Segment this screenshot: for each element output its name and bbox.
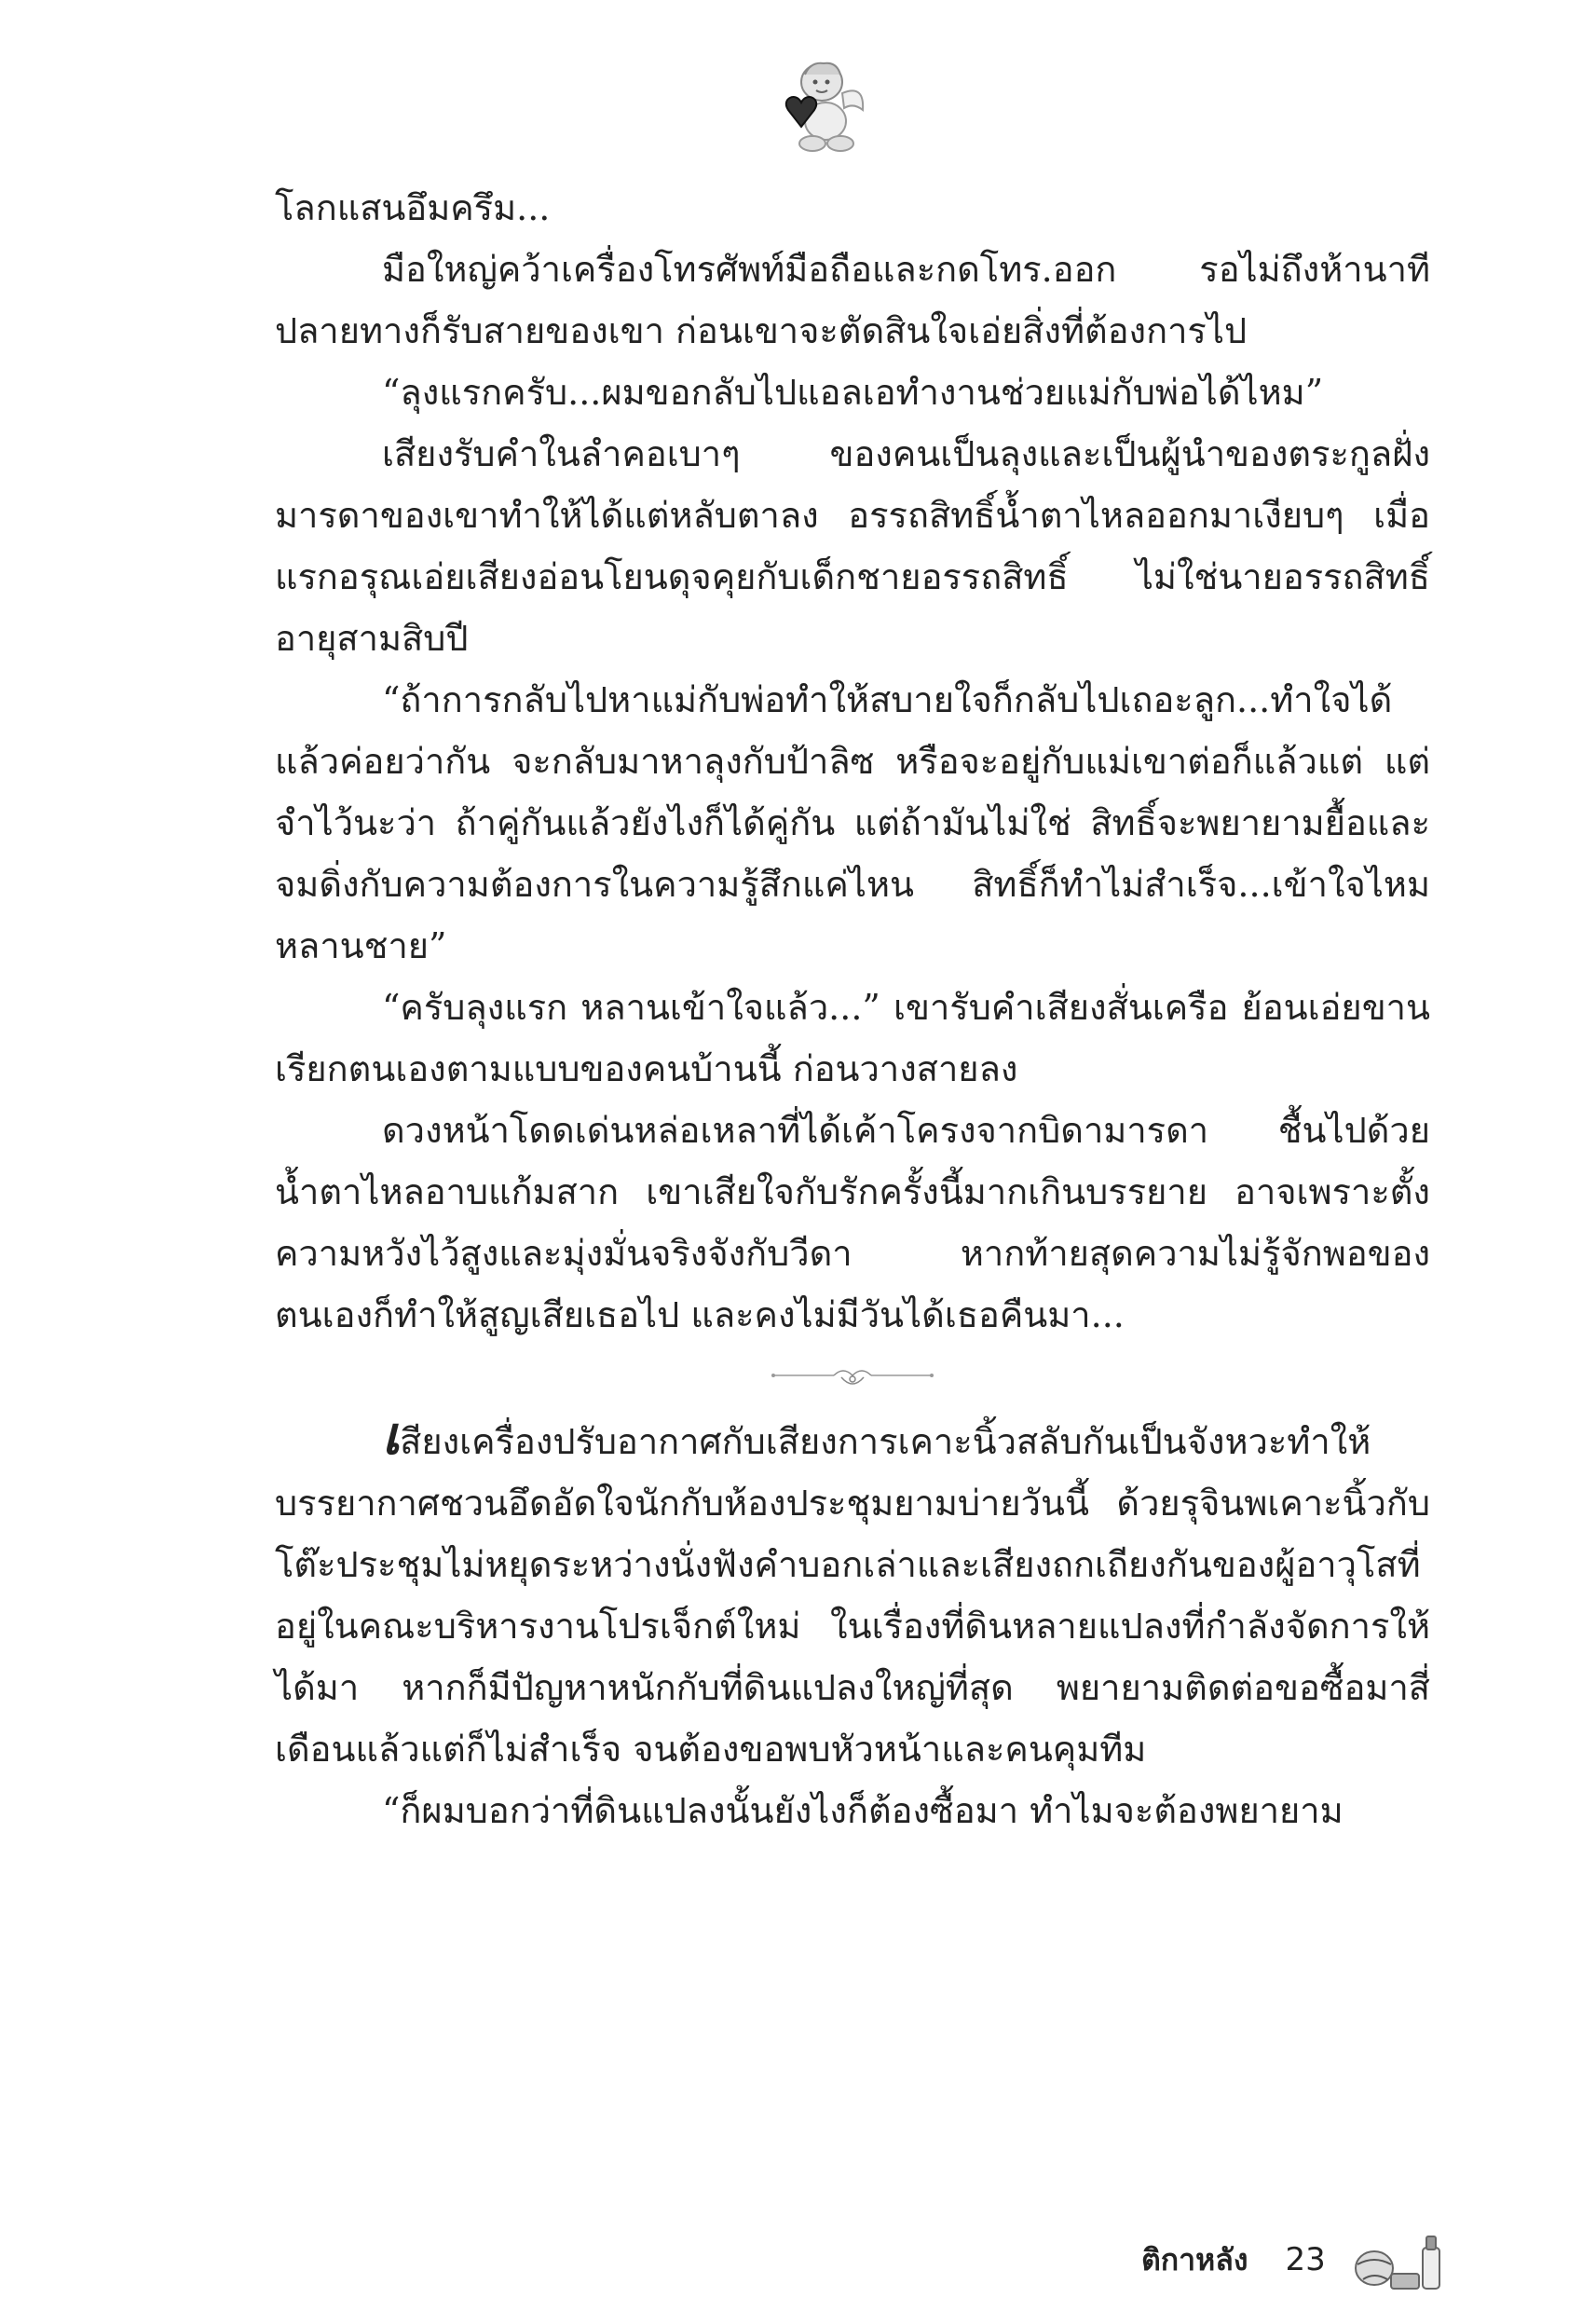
page-number: 23 <box>1285 2241 1326 2278</box>
paragraph-4: เสียงรับคำในลำคอเบาๆ ของคนเป็นลุงและเป็นผู้นำของตระกูลฝั่งมารดาของเขาทำให้ได้แต่หลับตาลง อรรถสิทธิ์น้ำตาไหลออกมาเงียบๆ เมื่อแรกอรุณเอ่ยเสียงอ่อนโยนดุจคุยกับเด็กชายอรรถสิทธิ์ ไม่ใช่นายอรรถสิทธิ์อายุสามสิบปี <box>275 433 1430 659</box>
paragraph-3: “ลุงแรกครับ...ผมขอกลับไปแอลเอทำงานช่วยแม่กับพ่อได้ไหม” <box>382 372 1324 413</box>
paragraph-9: “ก็ผมบอกว่าที่ดินแปลงนั้นยังไงก็ต้องซื้อมา ทำไมจะต้องพยายาม <box>382 1790 1344 1831</box>
paragraph-7: ดวงหน้าโดดเด่นหล่อเหลาที่ได้เค้าโครงจากบิดามารดา ชื้นไปด้วยน้ำตาไหลอาบแก้มสาก เขาเสียใจกับรักครั้งนี้มากเกินบรรยาย อาจเพราะตั้งความหวังไว้สูงและมุ่งมั่นจริงจังกับวีดา หากท้ายสุดความไม่รู้จักพอของตนเองก็ทำให้สูญเสียเธอไป และคงไม่มีวันได้เธอคืนมา... <box>275 1110 1430 1335</box>
book-title: ติกาหลัง <box>1141 2241 1248 2277</box>
section-divider <box>275 1346 1430 1411</box>
body-text <box>275 177 1430 1841</box>
drop-cap: เ <box>382 1406 401 1467</box>
beach-items-icon <box>1354 2227 1447 2292</box>
paragraph-1: โลกแสนอึมครึม... <box>275 187 551 228</box>
paragraph-8 <box>275 1406 1430 1780</box>
paragraph-8-text: สียงเครื่องปรับอากาศกับเสียงการเคาะนิ้วสลับกันเป็นจังหวะทำให้บรรยากาศชวนอึดอัดใจนักกับห้องประชุมยามบ่ายวันนี้ ด้วยรุจินพเคาะนิ้วกับโต๊ะประชุมไม่หยุดระหว่างนั่งฟังคำบอกเล่าและเสียงถกเถียงกันของผู้อาวุโสที่อยู่ในคณะบริหารงานโปรเจ็กต์ใหม่ ในเรื่องที่ดินหลายแปลงที่กำลังจัดการให้ได้มา หากก็มีปัญหาหนักกับที่ดินแปลงใหญ่ที่สุด พยายามติดต่อขอซื้อมาสี่เดือนแล้วแต่ก็ไม่สำเร็จ จนต้องขอพบหัวหน้าและคนคุมทีม <box>275 1421 1430 1770</box>
ornamental-divider-icon <box>769 1364 936 1392</box>
paragraph-5: “ถ้าการกลับไปหาแม่กับพ่อทำให้สบายใจก็กลับไปเถอะลูก...ทำใจได้แล้วค่อยว่ากัน จะกลับมาหาลุงกับป้าลิซ หรือจะอยู่กับแม่เขาต่อก็แล้วแต่ แต่จำไว้นะว่า ถ้าคู่กันแล้วยังไงก็ได้คู่กัน แต่ถ้ามันไม่ใช่ สิทธิ์จะพยายามยื้อและจมดิ่งกับความต้องการในความรู้สึกแค่ไหน สิทธิ์ก็ทำไม่สำเร็จ...เข้าใจไหมหลานชาย” <box>275 679 1430 966</box>
paragraph-6: “ครับลุงแรก หลานเข้าใจแล้ว...” เขารับคำเสียงสั่นเครือ ย้อนเอ่ยขานเรียกตนเองตามแบบของคนบ้านนี้ ก่อนวางสายลง <box>275 987 1430 1089</box>
paragraph-2: มือใหญ่คว้าเครื่องโทรศัพท์มือถือและกดโทร.ออก รอไม่ถึงห้านาทีปลายทางก็รับสายของเขา ก่อนเขาจะตัดสินใจเอ่ยสิ่งที่ต้องการไป <box>275 249 1430 351</box>
cherub-heart-icon <box>764 56 876 154</box>
page-footer <box>1141 2227 1514 2292</box>
